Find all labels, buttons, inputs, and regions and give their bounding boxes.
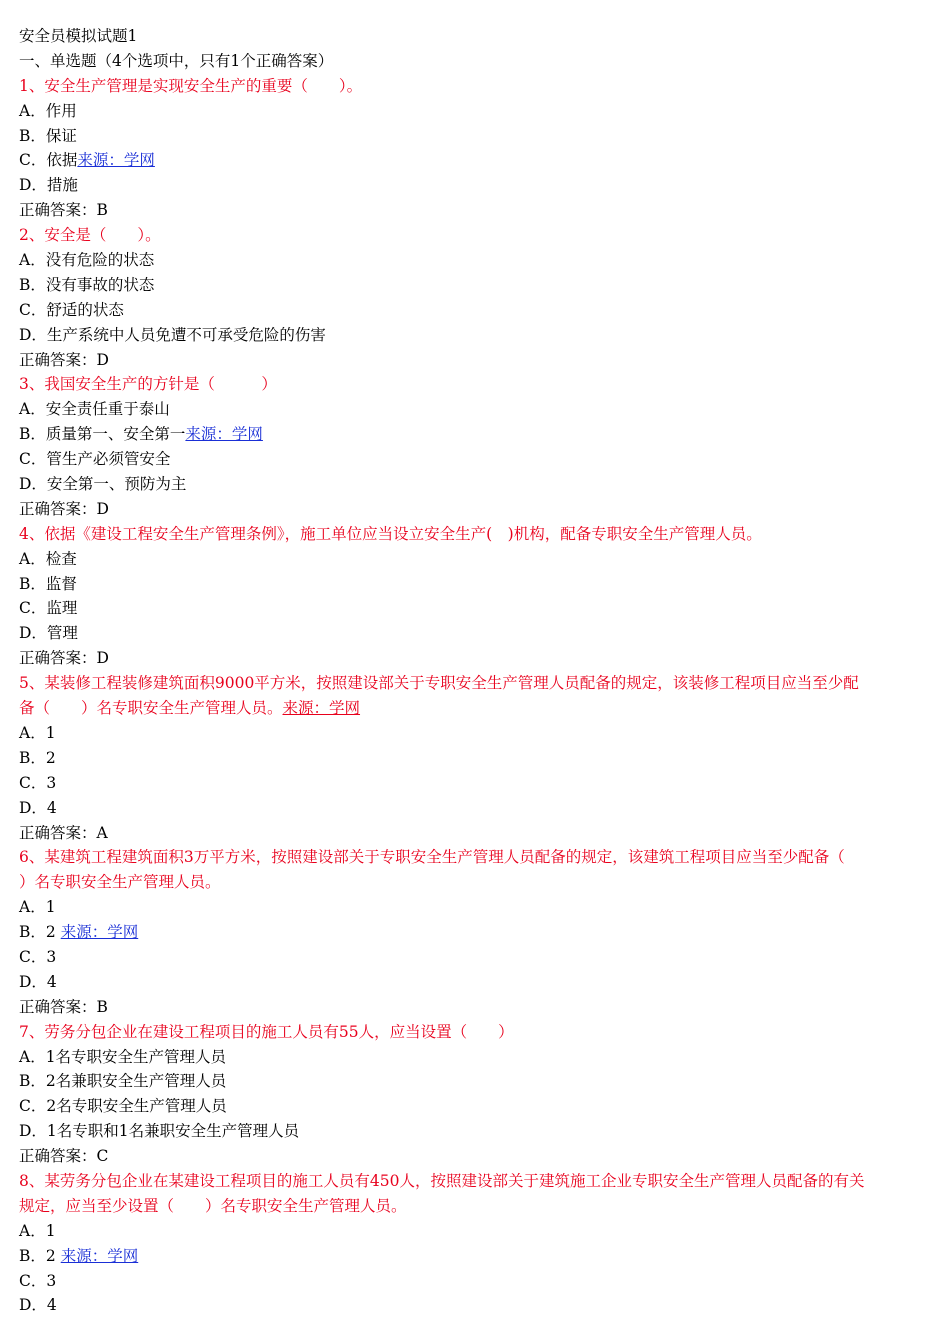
section-heading: 一、单选题（4个选项中，只有1个正确答案）: [19, 51, 334, 70]
q3-option-b: [19, 422, 933, 447]
q6-option-d: D．4: [19, 972, 57, 991]
q1-answer: 正确答案：B: [19, 201, 108, 220]
doc-title: 安全员模拟试题1: [19, 27, 138, 45]
q8-option-d: D．4: [19, 1296, 57, 1315]
question-8-line-1: 8、某劳务分包企业在某建设工程项目的施工人员有450人，按照建设部关于建筑施工企业专职安全生产管理人员配备的有关: [19, 1171, 865, 1190]
q1-option-a: A．作用: [19, 101, 77, 120]
q3-option-a: A．安全责任重于泰山: [19, 400, 170, 419]
q5-option-b: B．2: [19, 748, 56, 767]
q6-answer: 正确答案：B: [19, 997, 108, 1016]
q7-option-c: C．2名专职安全生产管理人员: [19, 1097, 227, 1116]
q6-option-a: A．1: [19, 898, 56, 917]
question-8: [19, 1169, 933, 1219]
q8-option-b-text: B．2: [19, 1246, 56, 1265]
q3-option-c: C．管生产必须管安全: [19, 450, 171, 469]
q6-option-c: C．3: [19, 947, 57, 966]
question-7: 7、劳务分包企业在建设工程项目的施工人员有55人，应当设置（ ）: [19, 1022, 514, 1041]
q3-option-b-text: B．质量第一、安全第一: [19, 425, 186, 444]
question-1: 1、安全生产管理是实现安全生产的重要（ ）。: [19, 76, 363, 95]
q7-option-d: D．1名专职和1名兼职安全生产管理人员: [19, 1122, 300, 1141]
question-3: 3、我国安全生产的方针是（ ）: [19, 375, 277, 394]
q8-option-b: [19, 1244, 933, 1269]
question-5-line-2-text: 备（ ）名专职安全生产管理人员。: [19, 699, 283, 718]
q5-answer: 正确答案：A: [19, 823, 108, 842]
q4-option-b: B．监督: [19, 574, 77, 593]
q2-answer: 正确答案：D: [19, 350, 109, 369]
question-5: [19, 671, 933, 721]
question-6: [19, 845, 933, 895]
question-6-line-2: ）名专职安全生产管理人员。: [19, 873, 221, 892]
q1-option-c: [19, 148, 933, 173]
document-page: [19, 24, 933, 1318]
q7-option-a: A．1名专职安全生产管理人员: [19, 1047, 227, 1066]
q5-option-a: A．1: [19, 723, 56, 742]
question-2: 2、安全是（ ）。: [19, 226, 161, 245]
source-link[interactable]: 来源：学网: [185, 425, 263, 444]
question-6-line-1: 6、某建筑工程建筑面积3万平方米，按照建设部关于专职安全生产管理人员配备的规定，该建筑工程项目应当至少配备（: [19, 848, 845, 867]
source-link[interactable]: 来源：学网: [60, 1246, 139, 1265]
q4-option-a: A．检查: [19, 549, 77, 568]
q2-option-b: B．没有事故的状态: [19, 275, 155, 294]
q1-option-b: B．保证: [19, 126, 77, 145]
question-4: 4、依据《建设工程安全生产管理条例》，施工单位应当设立安全生产( )机构，配备专职安全生产管理人员。: [19, 524, 762, 543]
source-link[interactable]: 来源：学网: [282, 699, 361, 718]
q5-option-c: C．3: [19, 773, 57, 792]
source-link[interactable]: 来源：学网: [60, 923, 139, 942]
q6-option-b: [19, 920, 933, 945]
question-5-line-2: [19, 696, 933, 721]
q4-answer: 正确答案：D: [19, 649, 109, 668]
q8-option-a: A．1: [19, 1221, 56, 1240]
q3-answer: 正确答案：D: [19, 499, 109, 518]
q4-option-d: D．管理: [19, 624, 78, 643]
question-8-line-2: 规定，应当至少设置（ ）名专职安全生产管理人员。: [19, 1196, 407, 1215]
q3-option-d: D．安全第一、预防为主: [19, 475, 187, 494]
q5-option-d: D．4: [19, 798, 57, 817]
q8-option-c: C．3: [19, 1271, 57, 1290]
q7-option-b: B．2名兼职安全生产管理人员: [19, 1072, 227, 1091]
source-link[interactable]: 来源：学网: [77, 151, 155, 170]
q2-option-c: C．舒适的状态: [19, 300, 124, 319]
q1-option-d: D．措施: [19, 176, 78, 195]
q7-answer: 正确答案：C: [19, 1147, 109, 1166]
q6-option-b-text: B．2: [19, 923, 56, 942]
question-5-line-1: 5、某装修工程装修建筑面积9000平方米，按照建设部关于专职安全生产管理人员配备的规定，该装修工程项目应当至少配: [19, 674, 859, 693]
q2-option-d: D．生产系统中人员免遭不可承受危险的伤害: [19, 325, 326, 344]
q4-option-c: C．监理: [19, 599, 78, 618]
q2-option-a: A．没有危险的状态: [19, 251, 155, 270]
q1-option-c-text: C．依据: [19, 151, 78, 170]
